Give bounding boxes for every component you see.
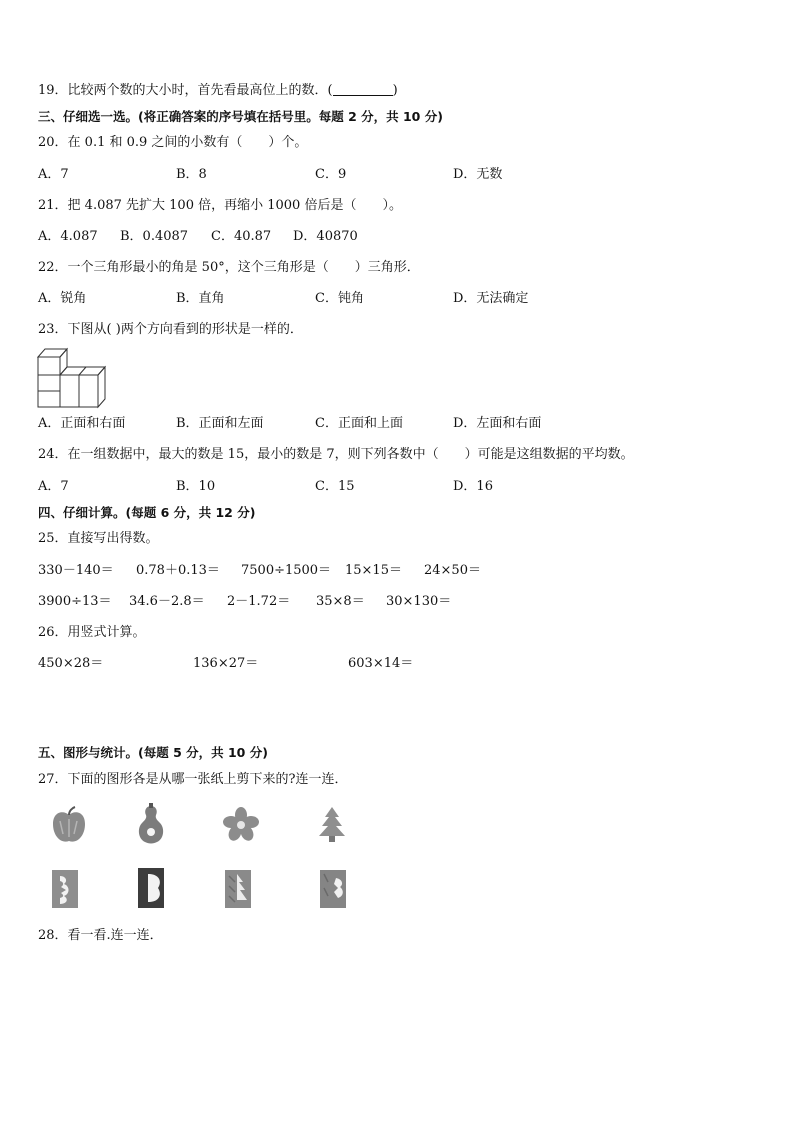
- option: A．7: [38, 479, 69, 494]
- calc-item: 3900÷13＝: [38, 594, 112, 609]
- option: C．40.87: [211, 229, 272, 244]
- calc-item: 34.6－2.8＝: [129, 594, 205, 609]
- section-4-heading: 四、仔细计算。(每题 6 分，共 12 分): [38, 505, 256, 520]
- option: D．左面和右面: [453, 416, 542, 431]
- answer-blank[interactable]: [333, 83, 393, 96]
- option: C．钝角: [315, 291, 364, 306]
- option: A．4.087: [38, 229, 98, 244]
- calc-item: 35×8＝: [316, 594, 365, 609]
- calc-item: 24×50＝: [424, 563, 481, 578]
- cube-figure: [37, 345, 109, 409]
- option: D．16: [453, 479, 493, 494]
- paper-piece-4-icon: [318, 868, 348, 910]
- section-5-heading: 五、图形与统计。(每题 5 分，共 10 分): [38, 745, 268, 760]
- question-25-text: 25．直接写出得数。: [38, 531, 159, 546]
- option: B．8: [176, 167, 207, 182]
- apple-shape-icon: [50, 806, 88, 846]
- calc-item: 7500÷1500＝: [241, 563, 332, 578]
- option: A．锐角: [38, 291, 87, 306]
- question-28-text: 28．看一看.连一连．: [38, 928, 163, 943]
- calc-item: 450×28＝: [38, 656, 104, 671]
- question-21-text: 21．把 4.087 先扩大 100 倍，再缩小 1000 倍后是（ ）。: [38, 198, 402, 213]
- calc-item: 30×130＝: [386, 594, 452, 609]
- option: C．正面和上面: [315, 416, 403, 431]
- calc-item: 603×14＝: [348, 656, 414, 671]
- question-19-text: 19．比较两个数的大小时，首先看最高位上的数．(: [38, 83, 333, 98]
- paper-piece-3-icon: [223, 868, 253, 910]
- option: A．正面和右面: [38, 416, 126, 431]
- option: C．15: [315, 479, 355, 494]
- option: A．7: [38, 167, 69, 182]
- paper-piece-2-icon: [136, 866, 166, 910]
- option: B．直角: [176, 291, 225, 306]
- calc-item: 136×27＝: [193, 656, 259, 671]
- gourd-shape-icon: [136, 803, 166, 845]
- option: B．10: [176, 479, 216, 494]
- question-20-text: 20．在 0.1 和 0.9 之间的小数有（ ）个。: [38, 135, 308, 150]
- calc-item: 0.78＋0.13＝: [136, 563, 220, 578]
- paper-piece-1-icon: [50, 868, 80, 910]
- option: D．40870: [293, 229, 358, 244]
- calc-item: 2－1.72＝: [227, 594, 291, 609]
- option: D．无法确定: [453, 291, 529, 306]
- flower-shape-icon: [222, 806, 260, 842]
- option: B．0.4087: [120, 229, 189, 244]
- tree-shape-icon: [317, 806, 347, 842]
- question-22-text: 22．一个三角形最小的角是 50°，这个三角形是（ ）三角形．: [38, 260, 420, 275]
- option: B．正面和左面: [176, 416, 264, 431]
- question-23-text: 23．下图从( )两个方向看到的形状是一样的．: [38, 322, 303, 337]
- question-24-text: 24．在一组数据中，最大的数是 15，最小的数是 7，则下列各数中（ ）可能是这组数据的平均数。: [38, 447, 634, 462]
- question-27-text: 27．下面的图形各是从哪一张纸上剪下来的?连一连．: [38, 772, 348, 787]
- question-26-text: 26．用竖式计算。: [38, 625, 146, 640]
- calc-item: 15×15＝: [345, 563, 402, 578]
- option: C．9: [315, 167, 347, 182]
- question-19: 19．比较两个数的大小时，首先看最高位上的数．( ): [38, 83, 398, 98]
- option: D．无数: [453, 167, 503, 182]
- calc-item: 330－140＝: [38, 563, 114, 578]
- section-3-heading: 三、仔细选一选。(将正确答案的序号填在括号里。每题 2 分，共 10 分): [38, 109, 443, 124]
